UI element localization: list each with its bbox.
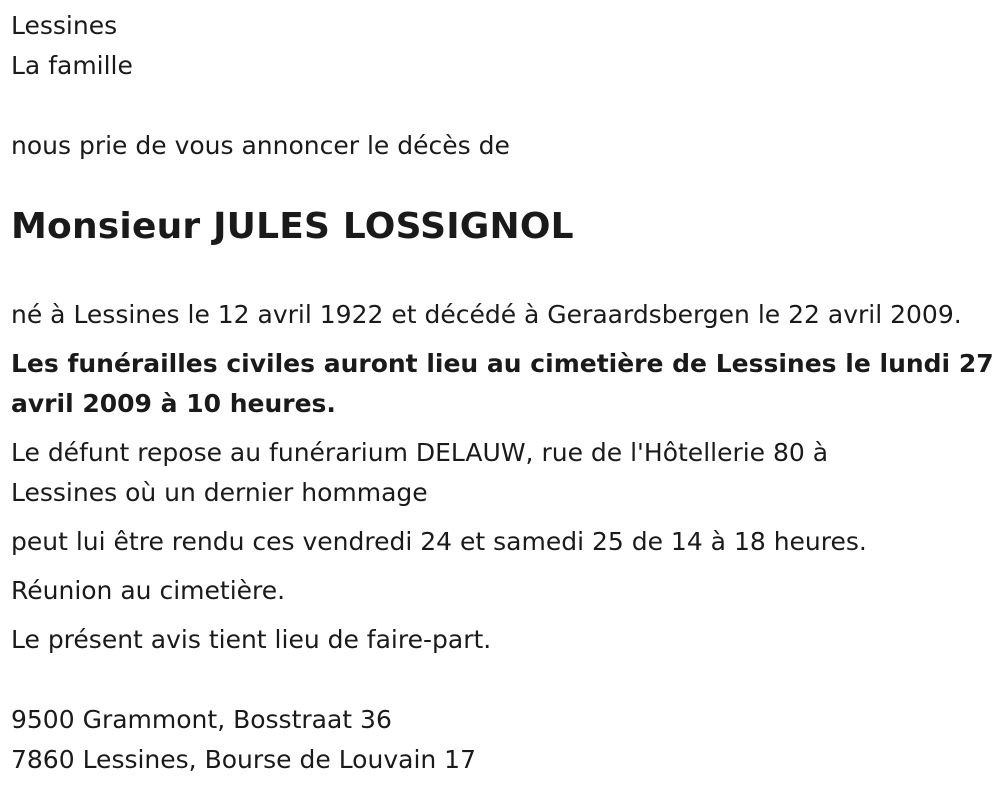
notice-statement: Le présent avis tient lieu de faire-part. xyxy=(11,625,492,654)
repose-details-line-1: Le défunt repose au funérarium DELAUW, rue de l'Hôtellerie 80 à xyxy=(11,438,829,467)
funeral-details xyxy=(11,344,996,424)
repose-details-line-2: Lessines où un dernier hommage xyxy=(11,478,428,507)
funeral-details-line-2: avril 2009 à 10 heures. xyxy=(11,389,336,418)
family-line: La famille xyxy=(11,51,133,80)
visiting-hours: peut lui être rendu ces vendredi 24 et samedi 25 de 14 à 18 heures. xyxy=(11,527,867,556)
funeral-details-line-1: Les funérailles civiles auront lieu au cimetière de Lessines le lundi 27 xyxy=(11,349,994,378)
death-notice xyxy=(11,0,996,780)
birth-death-line: né à Lessines le 12 avril 1922 et décédé à Geraardsbergen le 22 avril 2009. xyxy=(11,300,962,329)
announcement-line: nous prie de vous annoncer le décès de xyxy=(11,131,510,160)
repose-details xyxy=(11,433,996,513)
deceased-name: Monsieur JULES LOSSIGNOL xyxy=(11,206,574,247)
notice-place: Lessines xyxy=(11,11,118,40)
meeting-place: Réunion au cimetière. xyxy=(11,576,286,605)
address-line-2: 7860 Lessines, Bourse de Louvain 17 xyxy=(11,745,476,774)
address-line-1: 9500 Grammont, Bosstraat 36 xyxy=(11,705,392,734)
